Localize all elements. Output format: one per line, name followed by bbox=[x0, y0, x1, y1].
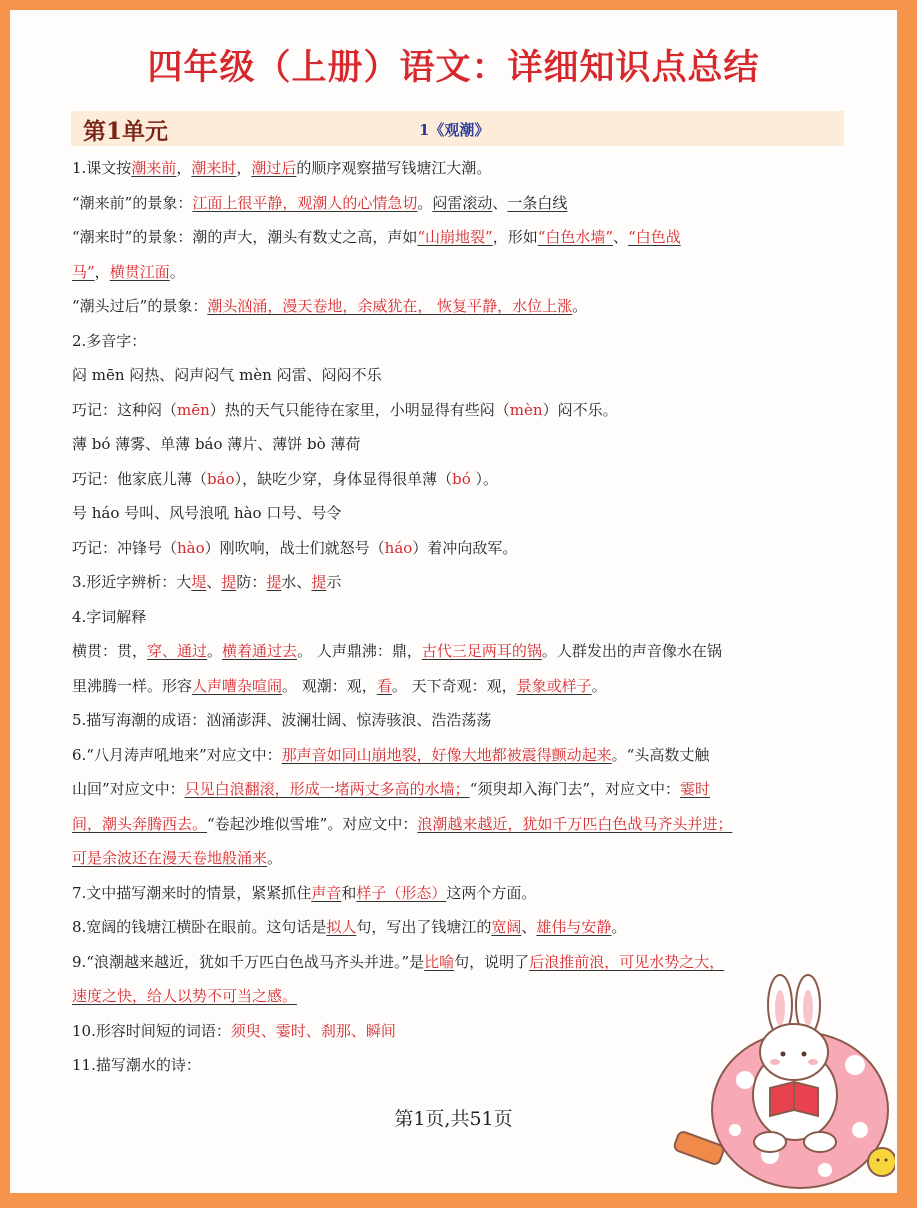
line-19: 山回”对应文中：只见白浪翻滚，形成一堵两丈多高的水墙；“须臾却入海门去”，对应文中：霎时 bbox=[72, 780, 711, 798]
line-14: 4.字词解释 bbox=[72, 607, 147, 626]
unit-label: 第1单元 bbox=[83, 118, 169, 145]
lesson-title: 1《观潮》 bbox=[419, 121, 490, 139]
line-1: 1.课文按潮来前，潮来时，潮过后的顺序观察描写钱塘江大潮。 bbox=[72, 159, 492, 177]
line-20: 间，潮头奔腾西去。“卷起沙堆似雪堆”。对应文中：浪潮越来越近，犹如千万匹白色战马齐头并进； bbox=[72, 814, 733, 833]
line-13: 3.形近字辨析：大堤、提防：提水、提示 bbox=[72, 573, 342, 591]
line-9: 薄 bó 薄雾、单薄 báo 薄片、薄饼 bò 薄荷 bbox=[72, 435, 361, 453]
line-7: 闷 mēn 闷热、闷声闷气 mèn 闷雷、闷闷不乐 bbox=[72, 366, 382, 384]
line-23: 8.宽阔的钱塘江横卧在眼前。这句话是拟人句，写出了钱塘江的宽阔、雄伟与安静。 bbox=[72, 918, 627, 936]
line-24: 9.“浪潮越来越近，犹如千万匹白色战马齐头并进。”是比喻句，说明了后浪推前浪，可见水势之大， bbox=[72, 952, 725, 971]
line-5: “潮头过后”的景象：潮头汹涌，漫天卷地，余威犹在， 恢复平静，水位上涨。 bbox=[72, 297, 588, 315]
line-21: 可是余波还在漫天卷地般涌来。 bbox=[72, 849, 283, 867]
line-10: 巧记：他家底儿薄（báo），缺吃少穿，身体显得很单薄（bó ）。 bbox=[72, 469, 499, 488]
line-16: 里沸腾一样。形容人声嘈杂喧闹。 观潮：观，看。 天下奇观：观，景象或样子。 bbox=[72, 676, 607, 695]
line-26: 10.形容时间短的词语：须臾、霎时、刹那、瞬间 bbox=[72, 1021, 396, 1040]
line-3: “潮来时”的景象：潮的声大，潮头有数丈之高，声如“山崩地裂”，形如“白色水墙”、“白色战 bbox=[72, 228, 681, 246]
line-12: 巧记：冲锋号（hào）刚吹响，战士们就怒号（háo）着冲向敌军。 bbox=[72, 538, 518, 557]
document-page bbox=[10, 10, 897, 1193]
line-22: 7.文中描写潮来时的情景，紧紧抓住声音和样子（形态）这两个方面。 bbox=[72, 883, 537, 902]
line-15: 横贯：贯，穿、通过。横着通过去。 人声鼎沸：鼎，古代三足两耳的锅。人群发出的声音像水在锅 bbox=[72, 642, 722, 660]
line-25: 速度之快，给人以势不可当之感。 bbox=[72, 987, 298, 1005]
line-17: 5.描写海潮的成语：汹涌澎湃、波澜壮阔、惊涛骇浪、浩浩荡荡 bbox=[72, 711, 492, 729]
notes-body bbox=[72, 151, 852, 1083]
line-18: 6.“八月涛声吼地来”对应文中：那声音如同山崩地裂，好像大地都被震得颤动起来。“头高数丈触 bbox=[72, 745, 710, 764]
unit-header bbox=[71, 111, 844, 146]
page-number: 第1页,共51页 bbox=[394, 1108, 513, 1130]
line-27: 11.描写潮水的诗： bbox=[72, 1056, 201, 1074]
line-4: 马”，横贯江面。 bbox=[72, 262, 185, 281]
line-11: 号 háo 号叫、风号浪吼 hào 口号、号令 bbox=[72, 504, 342, 522]
page-title: 四年级（上册）语文：详细知识点总结 bbox=[147, 47, 760, 88]
line-2: “潮来前”的景象：江面上很平静，观潮人的心情急切。闷雷滚动、一条白线 bbox=[72, 193, 568, 212]
line-8: 巧记：这种闷（mēn）热的天气只能待在家里，小明显得有些闷（mèn）闷不乐。 bbox=[72, 400, 618, 419]
line-6: 2.多音字： bbox=[72, 331, 147, 350]
bunny-reading-illustration bbox=[650, 970, 895, 1192]
